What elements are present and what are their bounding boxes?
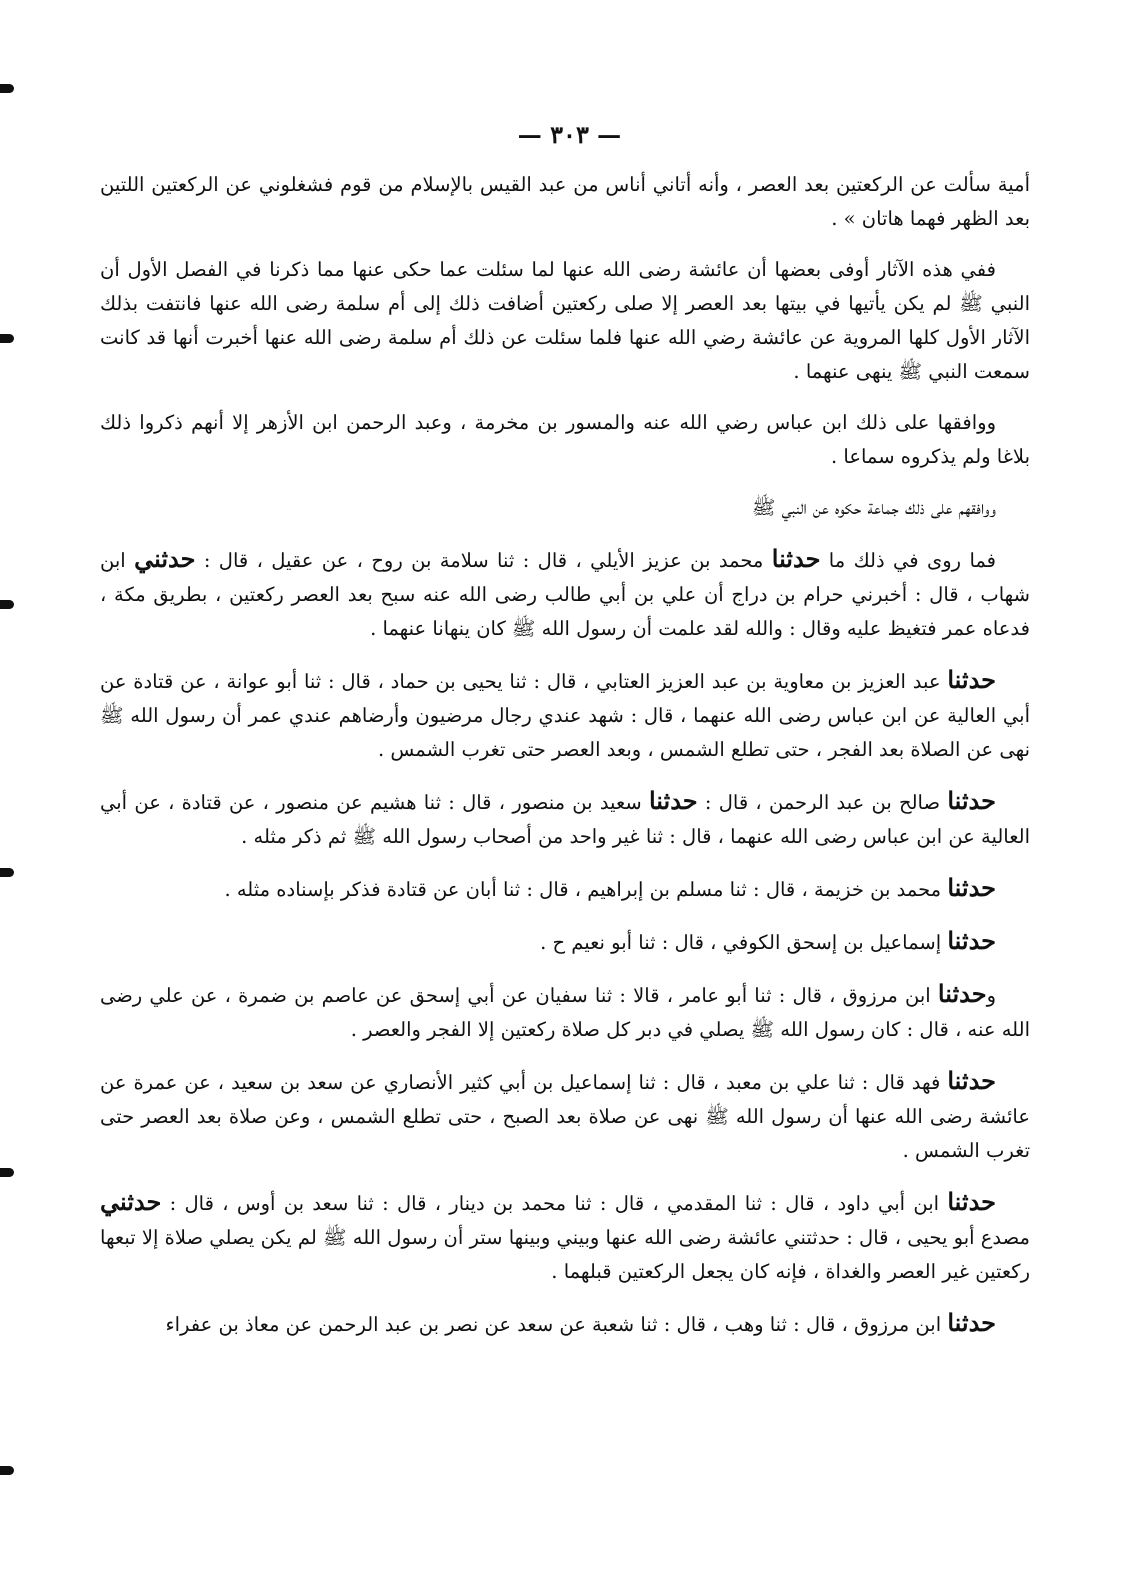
main-text xyxy=(100,168,1030,1359)
paragraph xyxy=(100,491,1030,525)
paragraph-text: ابن مرزوق ، قال : ثنا أبو عامر ، قالا : ثنا سفيان عن أبي إسحق عن عاصم بن ضمرة ، عن علي رضى الله عنه ، قال : كان رسول الله ﷺ يصلي في دبر كل صلاة ركعتين إلا الفجر والعصر . xyxy=(100,984,1030,1041)
hadith-marker: حدثنا xyxy=(947,873,996,902)
paragraph xyxy=(100,406,1030,474)
paragraph-text: ابن أبي داود ، قال : ثنا المقدمي ، قال : ثنا محمد بن دينار ، قال : ثنا سعد بن أوس ، قال : xyxy=(161,1192,948,1215)
paragraph xyxy=(100,253,1030,389)
paragraph-text: ووافقها على ذلك ابن عباس رضي الله عنه والمسور بن مخرمة ، وعبد الرحمن ابن الأزهر إلا أنهم ذكروا ذلك بلاغا ولم يذكروه سماعا . xyxy=(100,411,1030,468)
margin-mark xyxy=(0,1168,14,1177)
paragraph-text: صالح بن عبد الرحمن ، قال : xyxy=(697,791,948,814)
margin-mark xyxy=(0,1466,14,1475)
paragraph-text: ابن مرزوق ، قال : ثنا وهب ، قال : ثنا شعبة عن سعد عن نصر بن عبد الرحمن عن معاذ بن عفراء xyxy=(165,1313,948,1336)
margin-mark xyxy=(0,84,14,93)
paragraph xyxy=(100,542,1030,646)
margin-mark xyxy=(0,334,14,343)
paragraph xyxy=(100,784,1030,854)
hadith-marker: حدثني xyxy=(100,1187,162,1216)
paragraph-text: محمد بن عزيز الأيلي ، قال : ثنا سلامة بن روح ، عن عقيل ، قال : xyxy=(195,549,772,572)
paragraph xyxy=(100,1064,1030,1168)
hadith-marker: حدثنا xyxy=(947,1066,996,1095)
hadith-marker: حدثنا xyxy=(937,979,987,1008)
hadith-marker: حدثنا xyxy=(648,786,698,815)
paragraph-text: فما روى في ذلك ما xyxy=(820,549,996,572)
paragraph xyxy=(100,924,1030,960)
paragraph-text: عبد العزيز بن معاوية بن عبد العزيز العتابي ، قال : ثنا يحيى بن حماد ، قال : ثنا أبو عوانة ، عن قتادة عن أبي العالية عن ابن عباس رضى الله عنهما ، قال : شهد عندي رجال مرضيون وأرضاهم عندي عمر أن رسول الله ﷺ نهى عن الصلاة بعد الفجر ، حتى تطلع الشمس ، وبعد العصر حتى تغرب الشمس . xyxy=(100,670,1030,761)
paragraph-text: ابن شهاب ، قال : أخبرني حرام بن دراج أن علي بن أبي طالب رضى الله عنه سبح بعد العصر ركعتين ، بطريق مكة ، فدعاه عمر فتغيظ عليه وقال : والله لقد علمت أن رسول الله ﷺ كان ينهانا عنهما . xyxy=(100,549,1030,640)
paragraph xyxy=(100,871,1030,907)
paragraph xyxy=(100,977,1030,1047)
hadith-marker: حدثني xyxy=(134,544,196,573)
paragraph-text: مصدع أبو يحيى ، قال : حدثتني عائشة رضى الله عنها وبيني وبينها ستر أن رسول الله ﷺ لم يكن يصلي صلاة إلا تبعها ركعتين غير العصر والغداة ، فإنه كان يجعل الركعتين قبلهما . xyxy=(100,1226,1030,1283)
paragraph-text: ووافقهم على ذلك جماعة حكوه عن النبي ﷺ xyxy=(751,496,996,519)
paragraph xyxy=(100,1185,1030,1289)
paragraph-text: و xyxy=(986,984,996,1007)
hadith-marker: حدثنا xyxy=(947,1187,996,1216)
page-number: — ٣٠٣ — xyxy=(517,120,622,149)
paragraph-text: ففي هذه الآثار أوفى بعضها أن عائشة رضى الله عنها لما سئلت عما حكى عنها مما ذكرنا في الفصل الأول أن النبي ﷺ لم يكن يأتيها في بيتها بعد العصر إلا صلى ركعتين أضافت ذلك إلى أم سلمة رضى الله عنها فانتفت بذلك الآثار الأول كلها المروية عن عائشة رضي الله عنها فلما سئلت عن ذلك أم سلمة رضى الله عنها أخبرت أنها قد كانت سمعت النبي ﷺ ينهى عنهما . xyxy=(100,258,1030,383)
paragraph-text: إسماعيل بن إسحق الكوفي ، قال : ثنا أبو نعيم ح . xyxy=(540,931,948,954)
paragraph xyxy=(100,1306,1030,1342)
paragraph-text: فهد قال : ثنا علي بن معبد ، قال : ثنا إسماعيل بن أبي كثير الأنصاري عن سعد بن سعيد ، عن عمرة عن عائشة رضى الله عنها أن رسول الله ﷺ نهى عن صلاة بعد الصبح ، حتى تطلع الشمس ، وعن صلاة بعد العصر حتى تغرب الشمس . xyxy=(100,1071,1030,1162)
paragraph xyxy=(100,168,1030,236)
hadith-marker: حدثنا xyxy=(947,665,996,694)
paragraph xyxy=(100,663,1030,767)
margin-mark xyxy=(0,868,14,877)
hadith-marker: حدثنا xyxy=(947,1308,996,1337)
paragraph-text: سعيد بن منصور ، قال : ثنا هشيم عن منصور ، عن قتادة ، عن أبي العالية عن ابن عباس رضى الله عنهما ، قال : ثنا غير واحد من أصحاب رسول الله ﷺ ثم ذكر مثله . xyxy=(100,791,1030,848)
hadith-marker: حدثنا xyxy=(947,786,996,815)
margin-mark xyxy=(0,600,14,609)
hadith-marker: حدثنا xyxy=(771,544,821,573)
hadith-marker: حدثنا xyxy=(947,926,996,955)
paragraph-text: محمد بن خزيمة ، قال : ثنا مسلم بن إبراهيم ، قال : ثنا أبان عن قتادة فذكر بإسناده مثله . xyxy=(224,878,948,901)
paragraph-text: أمية سألت عن الركعتين بعد العصر ، وأنه أتاني أناس من عبد القيس بالإسلام من قوم فشغلوني عن الركعتين اللتين بعد الظهر فهما هاتان » . xyxy=(100,173,1030,230)
